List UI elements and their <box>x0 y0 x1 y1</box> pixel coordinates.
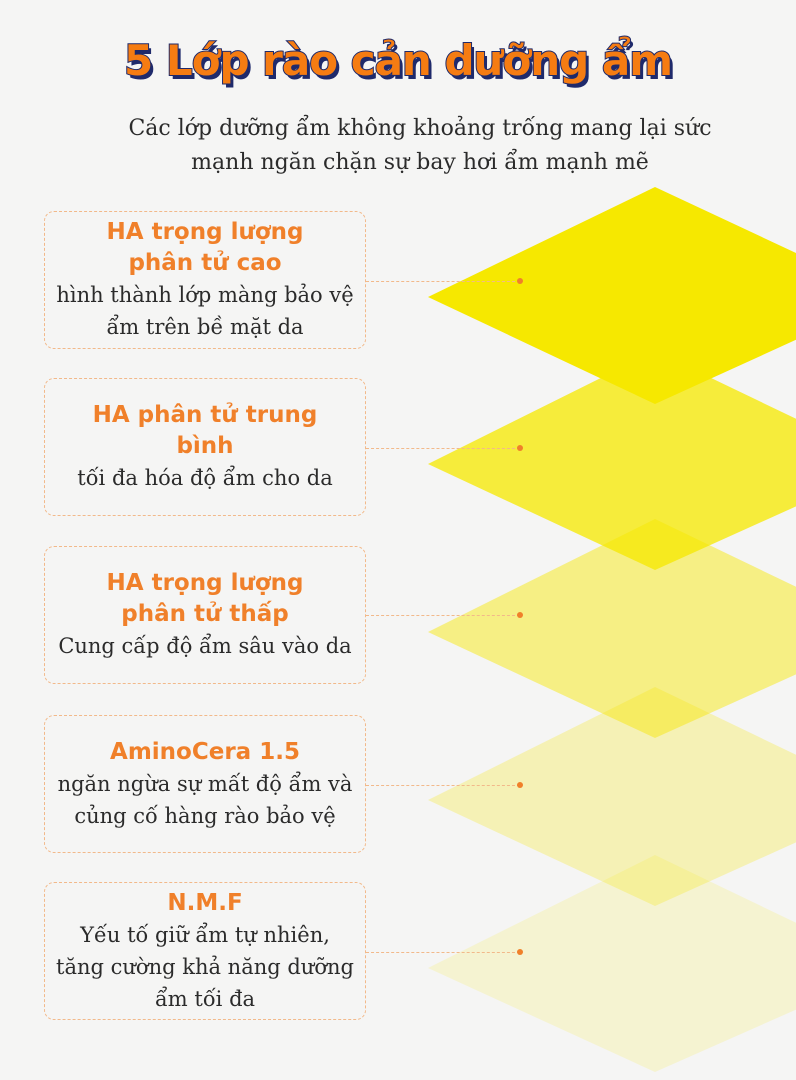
connector-line <box>366 448 520 449</box>
layer-description: tối đa hóa độ ẩm cho da <box>77 466 333 490</box>
layer-description: Cung cấp độ ẩm sâu vào da <box>58 634 352 658</box>
layer-description: ngăn ngừa sự mất độ ẩm và củng cố hàng rào bảo vệ <box>57 771 353 828</box>
layer-diamond-1 <box>428 187 796 404</box>
page-title: 5 Lớp rào cản dưỡng ẩm <box>124 36 672 85</box>
connector-dot <box>517 782 523 788</box>
connector-line <box>366 615 520 616</box>
layer-card-4 <box>44 715 366 853</box>
connector-dot <box>517 612 523 618</box>
layer-description: Yếu tố giữ ẩm tự nhiên, tăng cường khả năng dưỡng ẩm tối đa <box>56 922 354 1011</box>
layer-diamond-2 <box>428 351 796 570</box>
connector-line <box>366 952 520 953</box>
layer-heading: HA trọng lượng phân tử cao <box>106 219 304 276</box>
layer-heading: HA trọng lượng phân tử thấp <box>106 570 304 627</box>
connector-line <box>366 785 520 786</box>
layer-card-3 <box>44 546 366 684</box>
layer-diamond-3 <box>428 519 796 738</box>
layer-description: hình thành lớp màng bảo vệ ẩm trên bề mặt da <box>56 283 354 339</box>
layer-card-5 <box>44 882 366 1020</box>
connector-dot <box>517 278 523 284</box>
connector-line <box>366 281 520 282</box>
layer-heading: HA phân tử trung bình <box>92 402 318 459</box>
connector-dot <box>517 949 523 955</box>
connector-dot <box>517 445 523 451</box>
layer-card-1 <box>44 211 366 349</box>
layer-diamond-5 <box>428 855 796 1072</box>
page-subtitle: Các lớp dưỡng ẩm không khoảng trống mang lại sức mạnh ngăn chặn sự bay hơi ẩm mạnh mẽ <box>128 116 712 175</box>
layer-card-2 <box>44 378 366 516</box>
layer-heading: N.M.F <box>167 889 243 916</box>
layer-heading: AminoCera 1.5 <box>110 738 300 765</box>
layer-diamond-4 <box>428 687 796 906</box>
